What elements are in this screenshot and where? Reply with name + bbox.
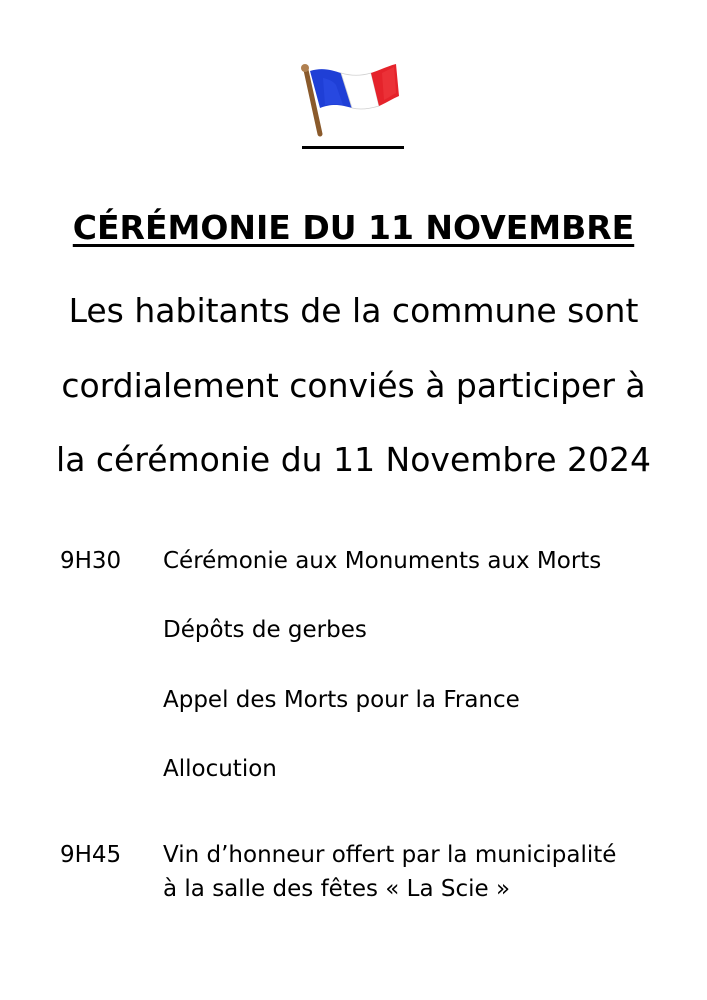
- schedule-item-allocution: Allocution: [163, 756, 277, 782]
- invitation-line-1: Les habitants de la commune sont: [68, 291, 639, 330]
- invitation-line-2: cordialement conviés à participer à: [61, 366, 646, 405]
- page-title-text: CÉRÉMONIE DU 11 NOVEMBRE: [72, 208, 635, 247]
- schedule-item-appel: Appel des Morts pour la France: [163, 687, 520, 713]
- page-title: [0, 204, 707, 252]
- flag-underline: [302, 146, 404, 149]
- schedule-time-0945: 9H45: [60, 842, 122, 868]
- schedule-item-vin-honneur: Vin d’honneur offert par la municipalité: [163, 842, 617, 868]
- invitation-line-3: la cérémonie du 11 Novembre 2024: [56, 440, 651, 479]
- schedule-time-0930: 9H30: [60, 548, 122, 574]
- schedule-item-monuments: Cérémonie aux Monuments aux Morts: [163, 548, 602, 574]
- french-flag-icon: [298, 52, 402, 144]
- schedule-item-gerbes: Dépôts de gerbes: [163, 617, 367, 643]
- schedule-item-salle-fetes: à la salle des fêtes « La Scie »: [163, 876, 511, 902]
